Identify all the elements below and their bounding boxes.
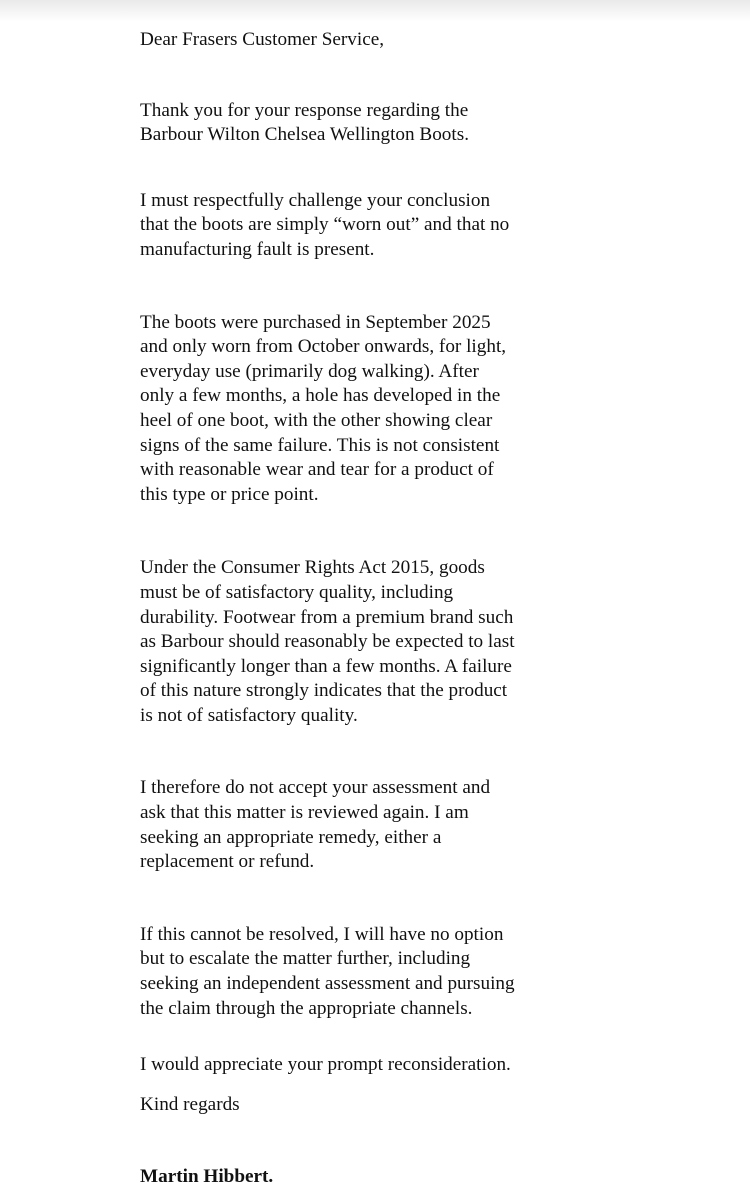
paragraph-line: seeking an independent assessment and pursuing (140, 973, 515, 995)
paragraph-2 (140, 189, 610, 263)
paragraph-line: durability. Footwear from a premium brand such (140, 606, 514, 628)
paragraph-line: as Barbour should reasonably be expected to last (140, 631, 515, 653)
paragraph-line: that the boots are simply “worn out” and that no (140, 214, 510, 236)
paragraph-line: everyday use (primarily dog walking). After (140, 360, 479, 382)
paragraph-6 (140, 923, 610, 1021)
paragraph-line: and only worn from October onwards, for light, (140, 336, 507, 358)
paragraph-5 (140, 776, 610, 874)
paragraph-line: I therefore do not accept your assessment and (140, 777, 491, 799)
paragraph-line: only a few months, a hole has developed in the (140, 385, 501, 407)
paragraph-line: The boots were purchased in September 2025 (140, 311, 491, 333)
signature: Martin Hibbert. (140, 1166, 274, 1188)
paragraph-line: significantly longer than a few months. A failure (140, 655, 512, 677)
paragraph-4 (140, 556, 610, 728)
paragraph-line: of this nature strongly indicates that the product (140, 680, 508, 702)
paragraph-line: is not of satisfactory quality. (140, 704, 358, 726)
paragraph-line: manufacturing fault is present. (140, 238, 375, 260)
paragraph-line: heel of one boot, with the other showing clear (140, 409, 493, 431)
paragraph-line: seeking an appropriate remedy, either a (140, 826, 442, 848)
paragraph-line: signs of the same failure. This is not consistent (140, 434, 500, 456)
paragraph-line: this type or price point. (140, 483, 319, 505)
top-edge-shadow (0, 0, 750, 22)
paragraph-line: Under the Consumer Rights Act 2015, goods (140, 557, 485, 579)
paragraph-line: the claim through the appropriate channels. (140, 997, 473, 1019)
paragraph-line: must be of satisfactory quality, including (140, 581, 454, 603)
letter-body (140, 28, 610, 1190)
paragraph-line: If this cannot be resolved, I will have no option (140, 923, 504, 945)
closing-line: I would appreciate your prompt reconsideration. (140, 1054, 511, 1076)
paragraph-line: Thank you for your response regarding the (140, 99, 469, 121)
paragraph-line: with reasonable wear and tear for a product of (140, 459, 494, 481)
paragraph-line: but to escalate the matter further, including (140, 948, 471, 970)
paragraph-line: Barbour Wilton Chelsea Wellington Boots. (140, 124, 469, 146)
signoff: Kind regards (140, 1093, 240, 1115)
paragraph-line: ask that this matter is reviewed again. I am (140, 802, 469, 824)
greeting: Dear Frasers Customer Service, (140, 29, 385, 50)
paragraph-1 (140, 99, 610, 148)
paragraph-line: I must respectfully challenge your conclusion (140, 189, 491, 211)
paragraph-line: replacement or refund. (140, 851, 315, 873)
paragraph-3 (140, 311, 610, 508)
